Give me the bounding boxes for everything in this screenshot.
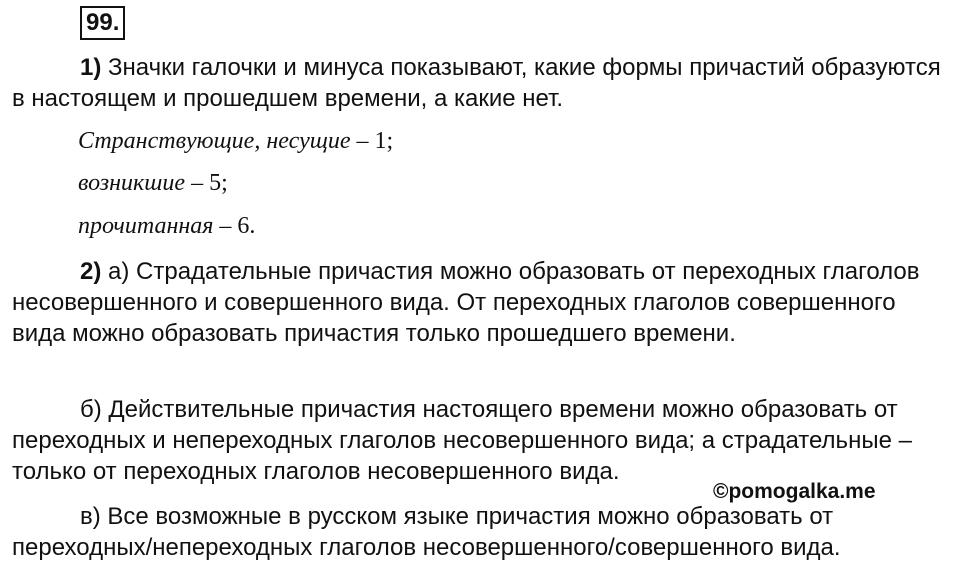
example-value: – 1; (350, 128, 394, 154)
example-words: Странствующие, несущие (78, 128, 351, 154)
part2-marker: 2) (80, 258, 102, 285)
example-words: возникшие (78, 170, 186, 196)
example-line-2 (78, 168, 228, 198)
exercise-number: 99. (80, 6, 125, 40)
part2b-paragraph (12, 394, 942, 487)
part2c-text: в) Все возможные в русском языке причастия можно образовать от переходных/непереходных глаголов несовершенного/совершенного вида. (12, 503, 841, 561)
part2b-text: б) Действительные причастия настоящего времени можно образовать от переходных и непереходных глаголов несовершенного вида; а страдательные – только от переходных глаголов несовершенного вида. (12, 396, 912, 485)
part1-text: Значки галочки и минуса показывают, какие формы причастий образуются в настоящем и прошедшем времени, а какие нет. (12, 54, 941, 112)
example-value: – 6. (213, 213, 256, 239)
part1-marker: 1) (80, 54, 102, 81)
watermark: ©pomogalka.me (713, 480, 876, 503)
part1-paragraph (12, 52, 942, 114)
example-words: прочитанная (78, 213, 214, 239)
part2a-paragraph (12, 256, 942, 349)
part2a-text: а) Страдательные причастия можно образовать от переходных глаголов несовершенного и совершенного вида. От переходных глаголов совершенного вида можно образовать причастия только прошедшего времени. (12, 258, 920, 347)
example-line-1 (78, 126, 393, 156)
example-value: – 5; (185, 170, 228, 196)
part2c-paragraph (12, 501, 942, 563)
example-line-3 (78, 211, 255, 241)
